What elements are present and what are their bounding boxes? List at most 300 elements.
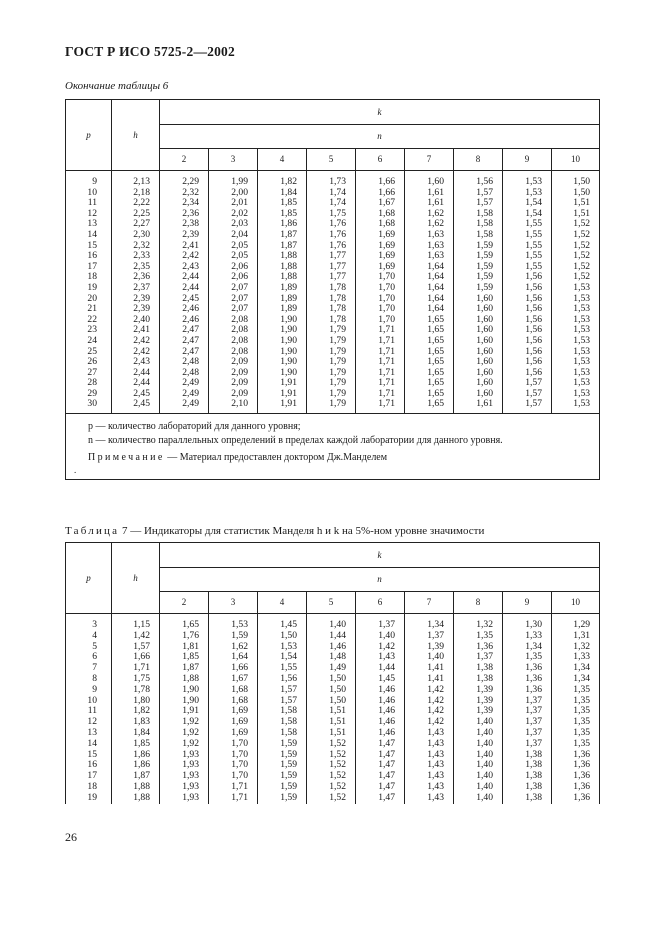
cell-value: 1,37: [454, 652, 503, 663]
cell-value: 1,61: [405, 188, 454, 199]
cell-value: 1,81: [160, 642, 209, 653]
cell-value: 1,57: [454, 188, 503, 199]
cell-value: 2,08: [209, 315, 258, 326]
table-row: [66, 283, 600, 294]
cell-value: 1,70: [209, 771, 258, 782]
cell-value: 2,09: [209, 357, 258, 368]
cell-h: 2,43: [112, 357, 160, 368]
cell-value: 1,47: [356, 739, 405, 750]
cell-value: 2,47: [160, 325, 209, 336]
cell-value: 1,39: [454, 685, 503, 696]
cell-p: 10: [66, 188, 112, 199]
cell-p: 19: [66, 793, 112, 804]
cell-value: 1,65: [405, 347, 454, 358]
cell-value: 1,87: [258, 230, 307, 241]
cell-value: 1,82: [258, 171, 307, 188]
cell-value: 1,70: [209, 760, 258, 771]
cell-value: 1,75: [307, 209, 356, 220]
cell-value: 1,34: [503, 642, 552, 653]
cell-h: 1,82: [112, 706, 160, 717]
cell-p: 12: [66, 209, 112, 220]
cell-value: 1,53: [552, 389, 600, 400]
page-number: 26: [65, 830, 77, 844]
cell-value: 1,53: [552, 283, 600, 294]
cell-value: 1,40: [356, 631, 405, 642]
cell-value: 1,65: [405, 399, 454, 413]
cell-value: 1,38: [503, 782, 552, 793]
cell-value: 1,35: [503, 652, 552, 663]
n-value: 5: [307, 149, 356, 171]
cell-value: 1,37: [503, 717, 552, 728]
cell-h: 2,33: [112, 251, 160, 262]
cell-value: 1,40: [454, 717, 503, 728]
cell-value: 1,35: [552, 706, 600, 717]
cell-value: 1,56: [503, 336, 552, 347]
cell-p: 10: [66, 696, 112, 707]
cell-value: 1,65: [405, 315, 454, 326]
cell-value: 2,42: [160, 251, 209, 262]
cell-value: 1,40: [307, 614, 356, 631]
cell-p: 13: [66, 728, 112, 739]
cell-value: 2,41: [160, 241, 209, 252]
cell-p: 7: [66, 663, 112, 674]
cell-value: 1,79: [307, 368, 356, 379]
n-value: 8: [454, 592, 503, 614]
cell-h: 1,87: [112, 771, 160, 782]
cell-value: 2,34: [160, 198, 209, 209]
cell-value: 2,05: [209, 241, 258, 252]
cell-h: 2,13: [112, 171, 160, 188]
cell-p: 5: [66, 642, 112, 653]
document-header: ГОСТ Р ИСО 5725-2—2002: [65, 44, 235, 59]
cell-value: 1,90: [258, 368, 307, 379]
cell-value: 1,36: [552, 782, 600, 793]
cell-value: 1,55: [503, 219, 552, 230]
cell-value: 1,52: [552, 272, 600, 283]
cell-value: 1,29: [552, 614, 600, 631]
cell-value: 1,71: [356, 336, 405, 347]
cell-value: 1,76: [307, 230, 356, 241]
cell-value: 1,63: [405, 251, 454, 262]
cell-value: 1,56: [503, 294, 552, 305]
cell-value: 1,51: [552, 209, 600, 220]
cell-value: 1,68: [356, 219, 405, 230]
cell-value: 1,49: [307, 663, 356, 674]
cell-value: 1,53: [552, 368, 600, 379]
cell-value: 1,38: [503, 793, 552, 804]
cell-p: 28: [66, 378, 112, 389]
cell-value: 1,63: [405, 241, 454, 252]
cell-value: 1,30: [503, 614, 552, 631]
cell-value: 1,91: [258, 378, 307, 389]
cell-value: 1,67: [209, 674, 258, 685]
cell-value: 1,90: [258, 347, 307, 358]
cell-value: 1,37: [503, 728, 552, 739]
cell-value: 1,34: [405, 614, 454, 631]
cell-value: 1,58: [258, 717, 307, 728]
cell-value: 1,40: [454, 750, 503, 761]
cell-value: 1,58: [454, 230, 503, 241]
cell-h: 1,88: [112, 782, 160, 793]
cell-h: 2,42: [112, 336, 160, 347]
cell-value: 1,44: [307, 631, 356, 642]
cell-value: 1,78: [307, 294, 356, 305]
cell-value: 1,89: [258, 283, 307, 294]
cell-h: 2,45: [112, 389, 160, 400]
cell-value: 1,93: [160, 750, 209, 761]
cell-value: 1,56: [503, 368, 552, 379]
cell-value: 1,35: [552, 717, 600, 728]
cell-p: 16: [66, 760, 112, 771]
cell-value: 1,48: [307, 652, 356, 663]
cell-h: 2,44: [112, 378, 160, 389]
n-value: 6: [356, 149, 405, 171]
cell-value: 1,52: [307, 771, 356, 782]
cell-value: 1,66: [356, 171, 405, 188]
cell-value: 1,63: [405, 230, 454, 241]
cell-value: 1,42: [405, 696, 454, 707]
cell-value: 1,68: [209, 685, 258, 696]
header-h: h: [112, 543, 160, 614]
cell-value: 1,59: [258, 739, 307, 750]
cell-value: 1,65: [160, 614, 209, 631]
cell-value: 1,36: [503, 674, 552, 685]
cell-h: 2,25: [112, 209, 160, 220]
cell-value: 1,69: [356, 262, 405, 273]
cell-value: 1,65: [405, 325, 454, 336]
cell-value: 1,71: [356, 389, 405, 400]
cell-value: 1,31: [552, 631, 600, 642]
cell-value: 1,78: [307, 315, 356, 326]
cell-value: 1,59: [454, 251, 503, 262]
cell-value: 2,45: [160, 294, 209, 305]
cell-p: 13: [66, 219, 112, 230]
cell-value: 1,69: [209, 717, 258, 728]
cell-value: 1,53: [552, 304, 600, 315]
cell-value: 1,77: [307, 262, 356, 273]
cell-value: 1,50: [307, 674, 356, 685]
cell-value: 2,44: [160, 272, 209, 283]
cell-value: 1,70: [209, 739, 258, 750]
cell-h: 1,80: [112, 696, 160, 707]
cell-value: 1,45: [356, 674, 405, 685]
cell-value: 1,53: [258, 642, 307, 653]
cell-h: 2,27: [112, 219, 160, 230]
cell-value: 1,33: [552, 652, 600, 663]
cell-value: 1,91: [258, 389, 307, 400]
header-p: p: [66, 100, 112, 171]
cell-value: 1,51: [307, 717, 356, 728]
cell-value: 1,39: [454, 706, 503, 717]
cell-p: 18: [66, 782, 112, 793]
cell-value: 2,04: [209, 230, 258, 241]
cell-value: 1,52: [552, 230, 600, 241]
cell-value: 1,90: [160, 696, 209, 707]
cell-value: 1,36: [503, 685, 552, 696]
cell-value: 1,65: [405, 368, 454, 379]
cell-value: 1,60: [454, 378, 503, 389]
cell-value: 1,65: [405, 357, 454, 368]
cell-h: 2,41: [112, 325, 160, 336]
cell-value: 1,52: [307, 750, 356, 761]
cell-value: 1,35: [552, 696, 600, 707]
cell-value: 1,70: [356, 315, 405, 326]
n-value: 5: [307, 592, 356, 614]
cell-value: 1,74: [307, 188, 356, 199]
cell-value: 1,64: [405, 294, 454, 305]
cell-value: 1,59: [454, 241, 503, 252]
cell-value: 1,78: [307, 283, 356, 294]
cell-value: 1,35: [552, 739, 600, 750]
cell-p: 16: [66, 251, 112, 262]
table7-body: [66, 614, 600, 804]
cell-value: 1,42: [405, 685, 454, 696]
cell-value: 1,59: [258, 793, 307, 804]
cell-value: 2,29: [160, 171, 209, 188]
cell-h: 1,42: [112, 631, 160, 642]
cell-h: 1,71: [112, 663, 160, 674]
cell-value: 2,01: [209, 198, 258, 209]
note-text: — Материал предоставлен доктором Дж.Манделем: [167, 452, 388, 464]
cell-value: 1,53: [552, 336, 600, 347]
table-row: [66, 793, 600, 804]
cell-value: 1,54: [503, 198, 552, 209]
cell-value: 1,90: [258, 357, 307, 368]
cell-h: 1,57: [112, 642, 160, 653]
note-p-definition: p — количество лабораторий для данного уровня;: [88, 421, 301, 433]
cell-p: 14: [66, 739, 112, 750]
cell-value: 1,42: [405, 706, 454, 717]
cell-h: 2,32: [112, 241, 160, 252]
cell-value: 1,62: [405, 219, 454, 230]
cell-value: 1,40: [454, 793, 503, 804]
table-7: [65, 542, 600, 804]
cell-value: 2,49: [160, 378, 209, 389]
cell-value: 1,71: [356, 347, 405, 358]
cell-value: 1,52: [307, 760, 356, 771]
cell-p: 11: [66, 706, 112, 717]
cell-value: 1,59: [258, 771, 307, 782]
cell-value: 1,55: [503, 262, 552, 273]
cell-value: 1,76: [160, 631, 209, 642]
header-k: k: [160, 100, 600, 125]
cell-value: 1,60: [454, 368, 503, 379]
cell-value: 1,62: [209, 642, 258, 653]
cell-p: 29: [66, 389, 112, 400]
cell-value: 1,36: [503, 663, 552, 674]
cell-value: 1,56: [258, 674, 307, 685]
cell-value: 1,53: [209, 614, 258, 631]
note-n-definition: n — количество параллельных определений в пределах каждой лаборатории для данного уровня.: [88, 435, 503, 447]
cell-value: 1,79: [307, 336, 356, 347]
cell-value: 1,79: [307, 347, 356, 358]
cell-value: 1,65: [405, 378, 454, 389]
cell-h: 1,15: [112, 614, 160, 631]
cell-value: 2,38: [160, 219, 209, 230]
cell-value: 1,38: [454, 663, 503, 674]
cell-value: 1,37: [405, 631, 454, 642]
cell-value: 2,09: [209, 368, 258, 379]
cell-value: 1,53: [503, 188, 552, 199]
cell-p: 26: [66, 357, 112, 368]
cell-value: 1,93: [160, 771, 209, 782]
cell-value: 1,39: [454, 696, 503, 707]
cell-value: 1,79: [307, 389, 356, 400]
table6-notes: [66, 414, 600, 480]
cell-value: 2,02: [209, 209, 258, 220]
cell-value: 1,50: [552, 171, 600, 188]
n-value: 7: [405, 592, 454, 614]
cell-value: 1,76: [307, 219, 356, 230]
cell-value: 1,60: [454, 304, 503, 315]
cell-value: 1,58: [454, 209, 503, 220]
cell-value: 2,32: [160, 188, 209, 199]
cell-value: 1,68: [209, 696, 258, 707]
cell-p: 14: [66, 230, 112, 241]
cell-p: 21: [66, 304, 112, 315]
cell-value: 1,43: [405, 739, 454, 750]
cell-p: 9: [66, 171, 112, 188]
cell-value: 2,47: [160, 336, 209, 347]
cell-value: 1,55: [503, 230, 552, 241]
cell-p: 20: [66, 294, 112, 305]
cell-value: 1,67: [356, 198, 405, 209]
cell-value: 1,52: [307, 793, 356, 804]
cell-h: 1,84: [112, 728, 160, 739]
cell-value: 1,57: [503, 389, 552, 400]
cell-value: 1,79: [307, 378, 356, 389]
header-n: n: [160, 568, 600, 592]
cell-value: 1,71: [209, 782, 258, 793]
cell-value: 1,37: [503, 696, 552, 707]
cell-value: 2,47: [160, 347, 209, 358]
cell-value: 1,37: [356, 614, 405, 631]
cell-value: 1,43: [405, 771, 454, 782]
cell-value: 1,52: [552, 219, 600, 230]
cell-value: 1,35: [454, 631, 503, 642]
cell-p: 27: [66, 368, 112, 379]
cell-value: 1,60: [454, 315, 503, 326]
cell-value: 2,06: [209, 262, 258, 273]
cell-p: 3: [66, 614, 112, 631]
cell-value: 1,53: [503, 171, 552, 188]
cell-value: 1,43: [405, 750, 454, 761]
cell-value: 2,43: [160, 262, 209, 273]
cell-h: 1,86: [112, 760, 160, 771]
cell-value: 2,48: [160, 368, 209, 379]
cell-value: 1,57: [503, 399, 552, 413]
cell-p: 9: [66, 685, 112, 696]
cell-h: 2,35: [112, 262, 160, 273]
cell-value: 1,43: [405, 760, 454, 771]
cell-value: 2,08: [209, 325, 258, 336]
cell-value: 1,60: [454, 347, 503, 358]
header-n: n: [160, 125, 600, 149]
cell-value: 1,71: [356, 357, 405, 368]
n-value: 2: [160, 149, 209, 171]
cell-value: 1,65: [405, 389, 454, 400]
cell-p: 18: [66, 272, 112, 283]
cell-h: 1,78: [112, 685, 160, 696]
cell-value: 1,92: [160, 717, 209, 728]
cell-value: 1,59: [258, 750, 307, 761]
cell-value: 2,09: [209, 389, 258, 400]
cell-value: 1,40: [405, 652, 454, 663]
cell-value: 1,43: [405, 793, 454, 804]
cell-value: 2,06: [209, 272, 258, 283]
cell-h: 1,66: [112, 652, 160, 663]
cell-value: 1,59: [454, 262, 503, 273]
cell-value: 1,51: [307, 728, 356, 739]
cell-value: 1,74: [307, 198, 356, 209]
cell-value: 1,79: [307, 357, 356, 368]
cell-value: 1,40: [454, 728, 503, 739]
cell-value: 1,35: [552, 685, 600, 696]
cell-value: 1,93: [160, 782, 209, 793]
cell-value: 1,57: [454, 198, 503, 209]
cell-value: 1,69: [209, 706, 258, 717]
cell-value: 2,44: [160, 283, 209, 294]
cell-p: 12: [66, 717, 112, 728]
cell-value: 1,64: [405, 304, 454, 315]
cell-value: 1,71: [209, 793, 258, 804]
cell-value: 1,60: [454, 294, 503, 305]
cell-value: 2,09: [209, 378, 258, 389]
cell-value: 1,36: [552, 750, 600, 761]
n-value: 3: [209, 592, 258, 614]
cell-value: 1,60: [454, 336, 503, 347]
cell-p: 24: [66, 336, 112, 347]
cell-value: 1,66: [209, 663, 258, 674]
cell-value: 1,45: [258, 614, 307, 631]
cell-value: 1,60: [454, 357, 503, 368]
cell-value: 1,53: [552, 325, 600, 336]
cell-p: 15: [66, 241, 112, 252]
cell-h: 2,44: [112, 368, 160, 379]
cell-value: 1,90: [258, 336, 307, 347]
cell-value: 1,32: [552, 642, 600, 653]
cell-value: 1,60: [454, 389, 503, 400]
cell-value: 1,73: [307, 171, 356, 188]
cell-value: 1,88: [258, 251, 307, 262]
cell-value: 2,07: [209, 294, 258, 305]
cell-h: 2,40: [112, 315, 160, 326]
cell-value: 1,59: [258, 760, 307, 771]
n-value: 10: [552, 149, 600, 171]
table7-caption: [65, 525, 484, 537]
cell-value: 1,36: [552, 793, 600, 804]
cell-value: 1,90: [258, 325, 307, 336]
table-row: [66, 336, 600, 347]
cell-value: 1,52: [307, 739, 356, 750]
cell-p: 30: [66, 399, 112, 413]
cell-value: 1,69: [209, 728, 258, 739]
cell-value: 1,59: [209, 631, 258, 642]
cell-value: 1,39: [405, 642, 454, 653]
cell-value: 1,56: [503, 357, 552, 368]
cell-value: 1,41: [405, 674, 454, 685]
cell-h: 2,45: [112, 399, 160, 413]
cell-value: 1,60: [405, 171, 454, 188]
cell-value: 1,57: [258, 685, 307, 696]
cell-h: 1,88: [112, 793, 160, 804]
cell-h: 2,18: [112, 188, 160, 199]
cell-value: 1,38: [503, 771, 552, 782]
cell-value: 1,71: [356, 399, 405, 413]
n-value: 3: [209, 149, 258, 171]
cell-value: 1,46: [307, 642, 356, 653]
cell-value: 1,56: [503, 304, 552, 315]
